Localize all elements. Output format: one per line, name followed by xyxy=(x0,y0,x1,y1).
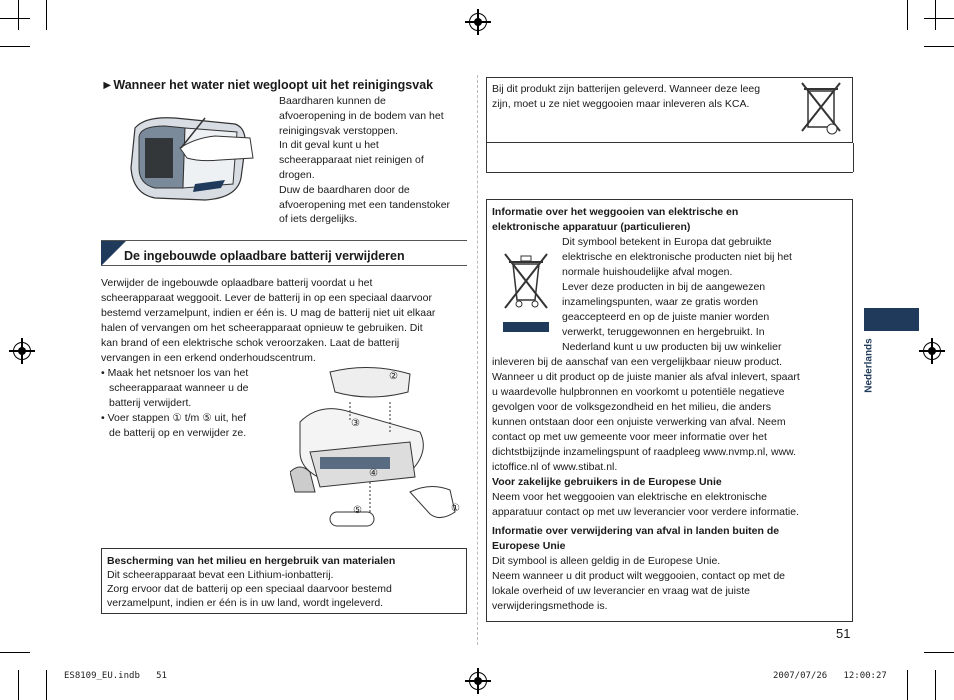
disposal-line: kunnen ontstaan door een onjuiste verwerking van afval. Neem xyxy=(492,416,786,428)
battery-intro-line: halen of vervangen om het scheerapparaat opnieuw te gebruiken. Dit xyxy=(101,322,423,334)
disposal-line: Lever deze producten in bij de aangewezen xyxy=(562,281,766,293)
callout-5: ⑤ xyxy=(353,505,362,516)
kca-line: zijn, moet u ze niet weggooien maar inleveren als KCA. xyxy=(492,98,750,110)
outside-line: lokale overheid of uw leverancier en vraag wat de juiste xyxy=(492,585,750,597)
battery-exploded-view-illustration xyxy=(290,362,470,532)
environment-box xyxy=(101,548,467,614)
registration-mark-icon xyxy=(469,672,487,690)
callout-2: ② xyxy=(389,371,398,382)
disposal-text-full xyxy=(492,355,847,475)
kca-box xyxy=(486,77,853,143)
battery-intro xyxy=(101,276,471,366)
drain-text-line: Duw de baardharen door de xyxy=(279,183,410,196)
disposal-line: Wanneer u dit product op de juiste manier als afval inlevert, spaart xyxy=(492,371,800,383)
disposal-line: dichtstbijzijnde inzamelingspunt of raadpleeg www.nvmp.nl, www. xyxy=(492,446,797,458)
disposal-line: gevolgen voor de volksgezondheid en het milieu, die anders xyxy=(492,401,772,413)
business-title: Voor zakelijke gebruikers in de Europese Unie xyxy=(492,476,722,488)
disposal-line: verwerkt, teruggewonnen en hergebruikt. In xyxy=(562,326,765,338)
outside-line: Neem wanneer u dit product wilt weggooien, contact op met de xyxy=(492,570,786,582)
business-line: apparatuur contact op met uw leverancier voor verdere informatie. xyxy=(492,506,799,518)
battery-bullet-1 xyxy=(101,366,281,411)
bullet-line: de batterij op en verwijder ze. xyxy=(109,427,247,439)
registration-mark-icon xyxy=(13,342,31,360)
disposal-line: normale huishoudelijke afval mogen. xyxy=(562,266,733,278)
environment-line: Zorg ervoor dat de batterij op een speciaal daarvoor bestemd xyxy=(107,583,392,595)
drain-text-line: reinigingsvak verstoppen. xyxy=(279,124,399,137)
drain-text-line: afvoeropening in de bodem van het xyxy=(279,109,444,122)
drain-text-line: drogen. xyxy=(279,168,315,181)
callout-4: ④ xyxy=(369,468,378,479)
weee-crossed-bin-icon xyxy=(501,250,551,336)
outside-line: Dit symbool is alleen geldig in de Europese Unie. xyxy=(492,555,721,567)
page-number: 51 xyxy=(836,626,851,641)
battery-intro-line: scheerapparaat weggooit. Lever de batterij in op een speciaal daarvoor xyxy=(101,292,432,304)
battery-intro-line: vervangen in een erkend onderhoudscentrum. xyxy=(101,352,316,364)
battery-heading: De ingebouwde oplaadbare batterij verwijderen xyxy=(124,249,405,263)
callout-3: ③ xyxy=(351,418,360,429)
disposal-title xyxy=(492,205,847,235)
cleaning-tray-illustration xyxy=(125,108,255,208)
registration-mark-icon xyxy=(469,13,487,31)
outside-line: verwijderingsmethode is. xyxy=(492,600,608,612)
outside-eu-title xyxy=(492,524,847,554)
disposal-line: geaccepteerd en op de juiste manier worden xyxy=(562,311,770,323)
footer-file-info: ES8109_EU.indb 51 xyxy=(64,671,167,681)
disposal-line: Nederland kunt u uw producten bij uw winkelier xyxy=(562,341,782,353)
disposal-line: inleveren bij de aanschaf van een vergelijkbaar nieuw product. xyxy=(492,356,783,368)
disposal-line: inzamelingspunten, waar ze gratis worden xyxy=(562,296,759,308)
disposal-line: ictoffice.nl of www.stibat.nl. xyxy=(492,461,618,473)
bullet-line: • Voer stappen ① t/m ⑤ uit, hef xyxy=(101,412,247,424)
outside-title-line: Informatie over verwijdering van afval in landen buiten de xyxy=(492,525,780,537)
bullet-line: batterij verwijdert. xyxy=(109,397,192,409)
disposal-line: Dit symbool betekent in Europa dat gebruikte xyxy=(562,236,772,248)
disposal-line: elektrische en elektronische producten niet bij het xyxy=(562,251,792,263)
language-tab-label: Nederlands xyxy=(863,338,875,393)
drain-text xyxy=(279,94,469,227)
environment-title: Bescherming van het milieu en hergebruik van materialen xyxy=(107,555,396,567)
crossed-bin-battery-icon xyxy=(800,81,846,137)
bullet-line: • Maak het netsnoer los van het xyxy=(101,367,249,379)
outside-title-line: Europese Unie xyxy=(492,540,566,552)
kca-line: Bij dit produkt zijn batterijen geleverd. Wanneer deze leeg xyxy=(492,83,761,95)
battery-intro-line: kan brand of een elektrische schok veroorzaken. Laat de batterij xyxy=(101,337,400,349)
disposal-title-line: elektronische apparatuur (particulieren) xyxy=(492,221,691,233)
drain-text-line: of iets dergelijks. xyxy=(279,213,358,226)
battery-intro-line: Verwijder de ingebouwde oplaadbare batterij voordat u het xyxy=(101,277,373,289)
disposal-line: contact op met uw gemeente voor meer informatie over het xyxy=(492,431,767,443)
business-line: Neem voor het weggooien van elektrische en elektronische xyxy=(492,491,767,503)
disposal-title-line: Informatie over het weggooien van elektrische en xyxy=(492,206,739,218)
environment-line: Dit scheerapparaat bevat een Lithium-ionbatterij. xyxy=(107,569,334,581)
footer-timestamp: 2007/07/26 12:00:27 xyxy=(773,671,887,681)
callout-1: ① xyxy=(451,503,460,514)
drain-text-line: scheerapparaat niet reinigen of xyxy=(279,154,424,167)
drain-text-line: In dit geval kunt u het xyxy=(279,139,379,152)
battery-intro-line: bestemd verzamelpunt, indien er één is. U mag de batterij niet uit elkaar xyxy=(101,307,436,319)
bullet-line: scheerapparaat wanneer u de xyxy=(109,382,249,394)
drain-text-line: Baardharen kunnen de xyxy=(279,95,386,107)
battery-bullet-2 xyxy=(101,411,281,441)
disposal-line: u waardevolle hulpbronnen en voorkomt u potentiële negatieve xyxy=(492,386,785,398)
environment-line: verzamelpunt, indien er één is in uw land, wordt ingeleverd. xyxy=(107,597,384,609)
drain-text-line: afvoeropening met een tandenstoker xyxy=(279,198,451,211)
drain-heading: ►Wanneer het water niet wegloopt uit het reinigingsvak xyxy=(101,78,434,92)
registration-mark-icon xyxy=(923,342,941,360)
